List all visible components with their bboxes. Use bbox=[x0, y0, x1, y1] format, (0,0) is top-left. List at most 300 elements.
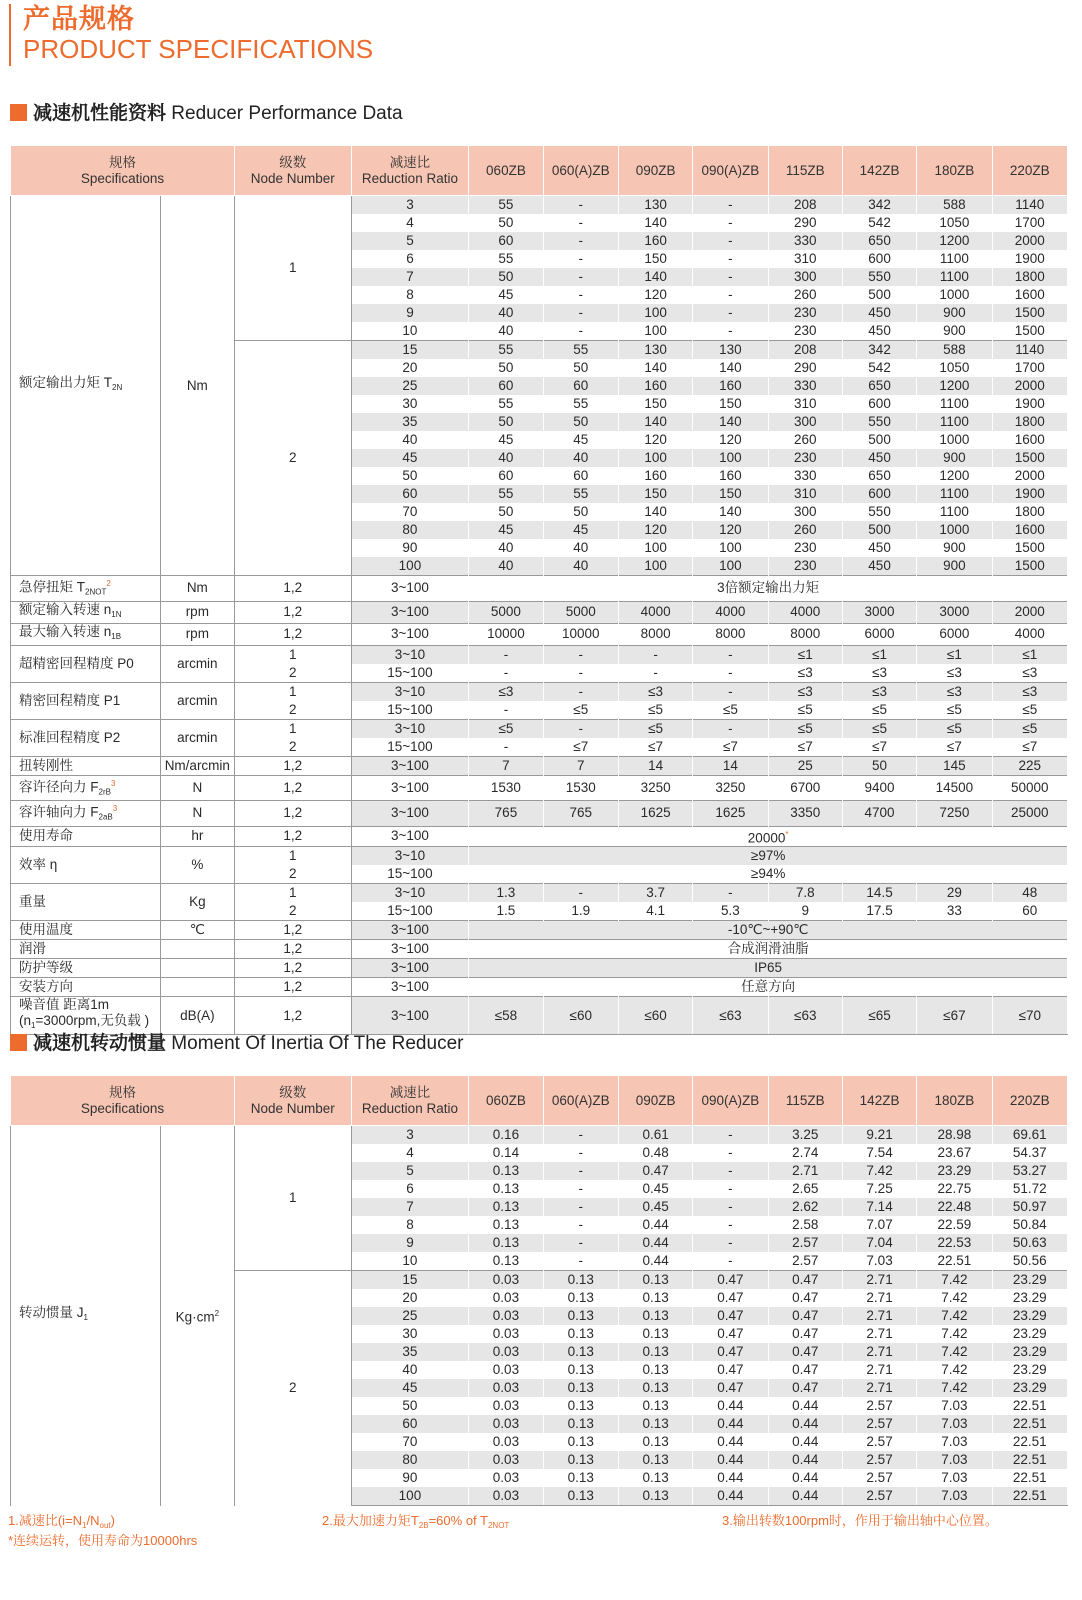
node-cell: 1,2 bbox=[234, 756, 351, 775]
value-cell: 4000 bbox=[768, 601, 842, 623]
value-cell: 0.13 bbox=[543, 1451, 618, 1469]
value-cell: 2.71 bbox=[768, 1162, 842, 1180]
ratio-cell: 3~10 bbox=[351, 682, 469, 701]
value-span-cell: ≥94% bbox=[469, 865, 1068, 884]
value-cell: ≤3 bbox=[618, 682, 692, 701]
value-cell: 22.59 bbox=[917, 1216, 992, 1234]
value-cell: 260 bbox=[768, 431, 842, 449]
value-cell: 50 bbox=[543, 413, 618, 431]
value-cell: 7.07 bbox=[842, 1216, 916, 1234]
value-cell: 9 bbox=[768, 902, 842, 921]
value-cell: 3.25 bbox=[768, 1126, 842, 1145]
value-cell: 225 bbox=[992, 756, 1067, 775]
value-cell: 7.42 bbox=[917, 1379, 992, 1397]
value-cell: ≤5 bbox=[618, 701, 692, 720]
value-cell: - bbox=[543, 322, 618, 341]
node-cell: 1 bbox=[234, 196, 351, 341]
value-cell: ≤7 bbox=[992, 738, 1067, 757]
value-cell: 0.13 bbox=[618, 1289, 692, 1307]
value-cell: 0.03 bbox=[469, 1433, 543, 1451]
ratio-cell: 5 bbox=[351, 1162, 469, 1180]
value-cell: 22.51 bbox=[992, 1487, 1067, 1506]
value-cell: 100 bbox=[693, 557, 768, 576]
spec-label: 容许径向力 $F_{2rB}^3$ bbox=[11, 775, 161, 801]
value-cell: 50.56 bbox=[992, 1252, 1067, 1271]
value-cell: ≤3 bbox=[768, 682, 842, 701]
value-cell: ≤5 bbox=[917, 701, 992, 720]
value-cell: - bbox=[543, 250, 618, 268]
value-cell: 1000 bbox=[917, 286, 992, 304]
node-cell: 1 bbox=[234, 847, 351, 866]
perf-title-zh: 减速机性能资料 bbox=[33, 103, 167, 124]
col-model: 060(A)ZB bbox=[543, 1076, 618, 1126]
value-cell: 7.42 bbox=[917, 1343, 992, 1361]
ratio-cell: 9 bbox=[351, 1234, 469, 1252]
value-cell: 0.13 bbox=[618, 1469, 692, 1487]
spec-label: 最大输入转速 $n_{1B}$ bbox=[11, 623, 161, 645]
value-cell: 330 bbox=[768, 377, 842, 395]
value-cell: 14.5 bbox=[842, 884, 916, 903]
value-cell: 2.71 bbox=[842, 1343, 916, 1361]
value-cell: 5000 bbox=[543, 601, 618, 623]
value-cell: 300 bbox=[768, 413, 842, 431]
ratio-cell: 7 bbox=[351, 1198, 469, 1216]
value-cell: 0.47 bbox=[693, 1325, 768, 1343]
ratio-cell: 8 bbox=[351, 286, 469, 304]
value-cell: 22.53 bbox=[917, 1234, 992, 1252]
unit-cell: N bbox=[160, 801, 234, 827]
value-cell: 1500 bbox=[992, 539, 1067, 557]
value-cell: 150 bbox=[618, 485, 692, 503]
value-cell: 60 bbox=[469, 377, 543, 395]
ratio-cell: 3~100 bbox=[351, 978, 469, 997]
unit-cell: % bbox=[160, 847, 234, 884]
value-cell: 1625 bbox=[618, 801, 692, 827]
value-cell: 4000 bbox=[992, 623, 1067, 645]
value-cell: 17.5 bbox=[842, 902, 916, 921]
value-cell: 55 bbox=[543, 341, 618, 360]
value-cell: 0.13 bbox=[543, 1379, 618, 1397]
col-model: 220ZB bbox=[992, 146, 1067, 196]
col-model: 115ZB bbox=[768, 146, 842, 196]
value-cell: 0.44 bbox=[693, 1487, 768, 1506]
ratio-cell: 15 bbox=[351, 1271, 469, 1290]
value-cell: 0.13 bbox=[543, 1361, 618, 1379]
value-cell: 1500 bbox=[992, 557, 1067, 576]
spec-label: 防护等级 bbox=[11, 959, 161, 978]
value-cell: 3000 bbox=[842, 601, 916, 623]
col-model: 090ZB bbox=[618, 146, 692, 196]
value-cell: - bbox=[543, 268, 618, 286]
ratio-cell: 3~100 bbox=[351, 601, 469, 623]
value-cell: 650 bbox=[842, 232, 916, 250]
value-cell: 7.14 bbox=[842, 1198, 916, 1216]
value-cell: 0.45 bbox=[618, 1180, 692, 1198]
value-cell: ≤60 bbox=[618, 997, 692, 1035]
value-cell: 600 bbox=[842, 485, 916, 503]
table-row bbox=[11, 756, 1068, 775]
value-cell: - bbox=[693, 1180, 768, 1198]
value-cell: 260 bbox=[768, 521, 842, 539]
value-cell: 140 bbox=[618, 503, 692, 521]
spec-label: 重量 bbox=[11, 884, 161, 921]
value-cell: 0.44 bbox=[768, 1469, 842, 1487]
value-cell: 0.13 bbox=[618, 1361, 692, 1379]
table-row bbox=[11, 645, 1068, 664]
value-cell: 60 bbox=[543, 377, 618, 395]
col-node: 级数 Node Number bbox=[234, 146, 351, 196]
value-cell: 120 bbox=[618, 431, 692, 449]
inertia-section-title bbox=[10, 1031, 463, 1057]
value-cell: 5.3 bbox=[693, 902, 768, 921]
value-cell: 50000 bbox=[992, 775, 1067, 801]
value-cell: 55 bbox=[543, 485, 618, 503]
ratio-cell: 3~100 bbox=[351, 959, 469, 978]
value-cell: 0.13 bbox=[469, 1198, 543, 1216]
node-cell: 1 bbox=[234, 884, 351, 903]
value-cell: 1200 bbox=[917, 377, 992, 395]
value-cell: 0.44 bbox=[693, 1397, 768, 1415]
value-span-cell: ≥97% bbox=[469, 847, 1068, 866]
table-row bbox=[11, 978, 1068, 997]
value-cell: - bbox=[469, 645, 543, 664]
node-cell: 1,2 bbox=[234, 921, 351, 940]
col-model: 060(A)ZB bbox=[543, 146, 618, 196]
value-cell: 55 bbox=[469, 196, 543, 215]
value-cell: 1900 bbox=[992, 250, 1067, 268]
value-cell: 0.13 bbox=[543, 1469, 618, 1487]
value-cell: 260 bbox=[768, 286, 842, 304]
value-cell: 6000 bbox=[842, 623, 916, 645]
value-cell: 160 bbox=[693, 377, 768, 395]
value-cell: ≤63 bbox=[768, 997, 842, 1035]
value-cell: 0.13 bbox=[469, 1180, 543, 1198]
value-cell: 23.29 bbox=[992, 1289, 1067, 1307]
value-cell: 0.13 bbox=[618, 1271, 692, 1290]
table-row bbox=[11, 601, 1068, 623]
value-cell: 2.58 bbox=[768, 1216, 842, 1234]
ratio-cell: 15 bbox=[351, 341, 469, 360]
value-cell: 588 bbox=[917, 196, 992, 215]
unit-cell: rpm bbox=[160, 601, 234, 623]
value-cell: 45 bbox=[469, 521, 543, 539]
value-cell: 7 bbox=[469, 756, 543, 775]
value-cell: 0.03 bbox=[469, 1325, 543, 1343]
node-cell: 1,2 bbox=[234, 978, 351, 997]
value-cell: ≤5 bbox=[768, 701, 842, 720]
value-cell: 7.42 bbox=[842, 1162, 916, 1180]
inertia-title-zh: 减速机转动惯量 bbox=[33, 1033, 167, 1054]
inertia-table bbox=[10, 1075, 1068, 1506]
value-cell: ≤5 bbox=[469, 719, 543, 738]
value-cell: 0.44 bbox=[768, 1487, 842, 1506]
value-cell: 9.21 bbox=[842, 1126, 916, 1145]
value-cell: 7.25 bbox=[842, 1180, 916, 1198]
value-cell: 1050 bbox=[917, 359, 992, 377]
value-cell: - bbox=[543, 1126, 618, 1145]
value-cell: 0.03 bbox=[469, 1415, 543, 1433]
value-cell: 40 bbox=[469, 539, 543, 557]
value-cell: 2000 bbox=[992, 467, 1067, 485]
value-cell: 0.47 bbox=[768, 1379, 842, 1397]
ratio-cell: 40 bbox=[351, 431, 469, 449]
value-cell: ≤5 bbox=[842, 701, 916, 720]
ratio-cell: 40 bbox=[351, 1361, 469, 1379]
note-3: 3.输出转数100rpm时，作用于输出轴中心位置。 bbox=[722, 1513, 998, 1528]
ratio-cell: 4 bbox=[351, 214, 469, 232]
value-cell: 550 bbox=[842, 503, 916, 521]
table-row bbox=[11, 775, 1068, 801]
spec-label: 使用寿命 bbox=[11, 826, 161, 847]
value-cell: 1500 bbox=[992, 304, 1067, 322]
value-cell: 500 bbox=[842, 286, 916, 304]
value-cell: 310 bbox=[768, 395, 842, 413]
value-cell: ≤3 bbox=[768, 664, 842, 683]
value-cell: 130 bbox=[618, 196, 692, 215]
table-row bbox=[11, 959, 1068, 978]
ratio-cell: 6 bbox=[351, 1180, 469, 1198]
value-cell: - bbox=[693, 250, 768, 268]
value-cell: 14500 bbox=[917, 775, 992, 801]
value-cell: 1600 bbox=[992, 286, 1067, 304]
value-cell: 160 bbox=[618, 232, 692, 250]
value-cell: 23.67 bbox=[917, 1144, 992, 1162]
value-cell: 600 bbox=[842, 250, 916, 268]
ratio-cell: 10 bbox=[351, 322, 469, 341]
value-cell: 0.03 bbox=[469, 1469, 543, 1487]
value-cell: ≤60 bbox=[543, 997, 618, 1035]
value-cell: - bbox=[693, 682, 768, 701]
value-cell: 0.44 bbox=[618, 1234, 692, 1252]
spec-label: 安装方向 bbox=[11, 978, 161, 997]
value-cell: 50 bbox=[469, 503, 543, 521]
spec-label: 扭转刚性 bbox=[11, 756, 161, 775]
value-cell: 50 bbox=[543, 503, 618, 521]
value-cell: 0.13 bbox=[543, 1397, 618, 1415]
value-cell: 7.54 bbox=[842, 1144, 916, 1162]
value-cell: 0.13 bbox=[618, 1487, 692, 1506]
value-cell: 1140 bbox=[992, 341, 1067, 360]
value-cell: 0.03 bbox=[469, 1343, 543, 1361]
value-cell: ≤1 bbox=[992, 645, 1067, 664]
table-row bbox=[11, 921, 1068, 940]
value-cell: 10000 bbox=[543, 623, 618, 645]
col-model: 060ZB bbox=[469, 1076, 543, 1126]
value-cell: 60 bbox=[992, 902, 1067, 921]
value-cell: 1625 bbox=[693, 801, 768, 827]
value-cell: 0.13 bbox=[618, 1379, 692, 1397]
value-cell: 1530 bbox=[543, 775, 618, 801]
value-cell: - bbox=[693, 1216, 768, 1234]
ratio-cell: 100 bbox=[351, 557, 469, 576]
value-cell: - bbox=[543, 1198, 618, 1216]
value-cell: 2.57 bbox=[842, 1469, 916, 1487]
unit-cell: Kg bbox=[160, 884, 234, 921]
value-cell: ≤3 bbox=[992, 664, 1067, 683]
value-cell: 0.13 bbox=[543, 1487, 618, 1506]
ratio-cell: 25 bbox=[351, 1307, 469, 1325]
value-cell: 1900 bbox=[992, 485, 1067, 503]
value-cell: 22.51 bbox=[992, 1433, 1067, 1451]
perf-header-row bbox=[11, 146, 1068, 196]
value-cell: 23.29 bbox=[917, 1162, 992, 1180]
value-cell: 7.03 bbox=[917, 1469, 992, 1487]
value-cell: 1500 bbox=[992, 322, 1067, 341]
value-cell: 100 bbox=[618, 557, 692, 576]
value-cell: 0.44 bbox=[693, 1433, 768, 1451]
table-row bbox=[11, 719, 1068, 738]
value-cell: 22.51 bbox=[917, 1252, 992, 1271]
value-cell: ≤5 bbox=[917, 719, 992, 738]
node-cell: 1 bbox=[234, 719, 351, 738]
ratio-cell: 70 bbox=[351, 503, 469, 521]
value-cell: 8000 bbox=[768, 623, 842, 645]
value-cell: 50 bbox=[469, 413, 543, 431]
value-cell: 8000 bbox=[618, 623, 692, 645]
value-cell: 588 bbox=[917, 341, 992, 360]
value-cell: 45 bbox=[543, 521, 618, 539]
value-cell: 550 bbox=[842, 268, 916, 286]
value-cell: 150 bbox=[693, 395, 768, 413]
value-cell: - bbox=[543, 304, 618, 322]
ratio-cell: 3~10 bbox=[351, 645, 469, 664]
value-cell: ≤70 bbox=[992, 997, 1067, 1035]
ratio-cell: 3~10 bbox=[351, 847, 469, 866]
value-cell: - bbox=[543, 682, 618, 701]
value-cell: 450 bbox=[842, 539, 916, 557]
value-cell: 0.03 bbox=[469, 1487, 543, 1506]
value-cell: ≤5 bbox=[842, 719, 916, 738]
value-cell: 100 bbox=[693, 449, 768, 467]
node-cell: 1 bbox=[234, 1126, 351, 1271]
value-cell: 25 bbox=[768, 756, 842, 775]
value-cell: 0.13 bbox=[543, 1415, 618, 1433]
ratio-cell: 15~100 bbox=[351, 701, 469, 720]
value-cell: 2.71 bbox=[842, 1379, 916, 1397]
value-cell: 330 bbox=[768, 467, 842, 485]
value-cell: 342 bbox=[842, 341, 916, 360]
table-row bbox=[11, 623, 1068, 645]
value-cell: 4.1 bbox=[618, 902, 692, 921]
value-cell: 10000 bbox=[469, 623, 543, 645]
ratio-cell: 15~100 bbox=[351, 664, 469, 683]
value-cell: 9400 bbox=[842, 775, 916, 801]
value-cell: 50 bbox=[543, 359, 618, 377]
value-cell: 45 bbox=[543, 431, 618, 449]
value-cell: 0.47 bbox=[693, 1379, 768, 1397]
value-cell: 4000 bbox=[618, 601, 692, 623]
node-cell: 2 bbox=[234, 664, 351, 683]
value-span-cell: 合成润滑油脂 bbox=[469, 940, 1068, 959]
value-cell: 3350 bbox=[768, 801, 842, 827]
node-cell: 1,2 bbox=[234, 623, 351, 645]
value-cell: 51.72 bbox=[992, 1180, 1067, 1198]
value-cell: 0.47 bbox=[618, 1162, 692, 1180]
unit-cell: N bbox=[160, 775, 234, 801]
value-cell: 22.48 bbox=[917, 1198, 992, 1216]
value-cell: 0.13 bbox=[543, 1307, 618, 1325]
value-cell: - bbox=[693, 1162, 768, 1180]
value-cell: 0.13 bbox=[469, 1252, 543, 1271]
value-cell: 60 bbox=[469, 232, 543, 250]
value-cell: 230 bbox=[768, 322, 842, 341]
value-cell: 40 bbox=[543, 449, 618, 467]
value-cell: 120 bbox=[618, 521, 692, 539]
value-cell: 1000 bbox=[917, 521, 992, 539]
ratio-cell: 20 bbox=[351, 359, 469, 377]
value-cell: 4700 bbox=[842, 801, 916, 827]
value-cell: - bbox=[693, 1234, 768, 1252]
unit-cell: hr bbox=[160, 826, 234, 847]
unit-cell: Nm bbox=[160, 576, 234, 602]
value-cell: 33 bbox=[917, 902, 992, 921]
ratio-cell: 3~100 bbox=[351, 775, 469, 801]
node-cell: 2 bbox=[234, 341, 351, 576]
value-cell: 150 bbox=[693, 485, 768, 503]
spec-label: 转动惯量 $J_1$ bbox=[11, 1126, 161, 1506]
value-cell: ≤5 bbox=[618, 719, 692, 738]
value-cell: 7.03 bbox=[917, 1433, 992, 1451]
node-cell: 1,2 bbox=[234, 940, 351, 959]
value-cell: 0.13 bbox=[618, 1307, 692, 1325]
value-cell: 7.42 bbox=[917, 1307, 992, 1325]
value-cell: 208 bbox=[768, 196, 842, 215]
ratio-cell: 45 bbox=[351, 1379, 469, 1397]
ratio-cell: 100 bbox=[351, 1487, 469, 1506]
value-cell: 542 bbox=[842, 359, 916, 377]
spec-label: 超精密回程精度 P0 bbox=[11, 645, 161, 682]
value-cell: 0.13 bbox=[543, 1271, 618, 1290]
value-cell: 1100 bbox=[917, 503, 992, 521]
value-cell: 28.98 bbox=[917, 1126, 992, 1145]
value-cell: 2.57 bbox=[842, 1451, 916, 1469]
value-cell: 208 bbox=[768, 341, 842, 360]
col-spec: 规格 Specifications bbox=[11, 1076, 235, 1126]
value-cell: 0.44 bbox=[618, 1216, 692, 1234]
table-row bbox=[11, 1126, 1068, 1145]
value-cell: 130 bbox=[693, 341, 768, 360]
value-cell: 2.71 bbox=[842, 1361, 916, 1379]
value-cell: 140 bbox=[693, 503, 768, 521]
value-cell: 55 bbox=[469, 395, 543, 413]
ratio-cell: 3~100 bbox=[351, 576, 469, 602]
ratio-cell: 60 bbox=[351, 1415, 469, 1433]
value-cell: 1.9 bbox=[543, 902, 618, 921]
value-cell: 1800 bbox=[992, 413, 1067, 431]
value-cell: 7.03 bbox=[917, 1487, 992, 1506]
value-cell: 14 bbox=[618, 756, 692, 775]
value-cell: ≤5 bbox=[543, 701, 618, 720]
node-cell: 2 bbox=[234, 865, 351, 884]
value-cell: 40 bbox=[469, 449, 543, 467]
value-cell: 0.44 bbox=[693, 1451, 768, 1469]
value-cell: 120 bbox=[693, 521, 768, 539]
value-cell: 1.3 bbox=[469, 884, 543, 903]
value-cell: 23.29 bbox=[992, 1271, 1067, 1290]
value-cell: - bbox=[693, 645, 768, 664]
value-cell: 60 bbox=[469, 467, 543, 485]
value-cell: 140 bbox=[618, 413, 692, 431]
value-cell: 1100 bbox=[917, 395, 992, 413]
value-cell: 0.47 bbox=[693, 1271, 768, 1290]
value-cell: 0.03 bbox=[469, 1451, 543, 1469]
value-cell: 45 bbox=[469, 286, 543, 304]
ratio-cell: 35 bbox=[351, 413, 469, 431]
value-cell: 0.47 bbox=[768, 1289, 842, 1307]
col-spec: 规格 Specifications bbox=[11, 146, 235, 196]
value-cell: ≤65 bbox=[842, 997, 916, 1035]
node-cell: 1 bbox=[234, 682, 351, 701]
